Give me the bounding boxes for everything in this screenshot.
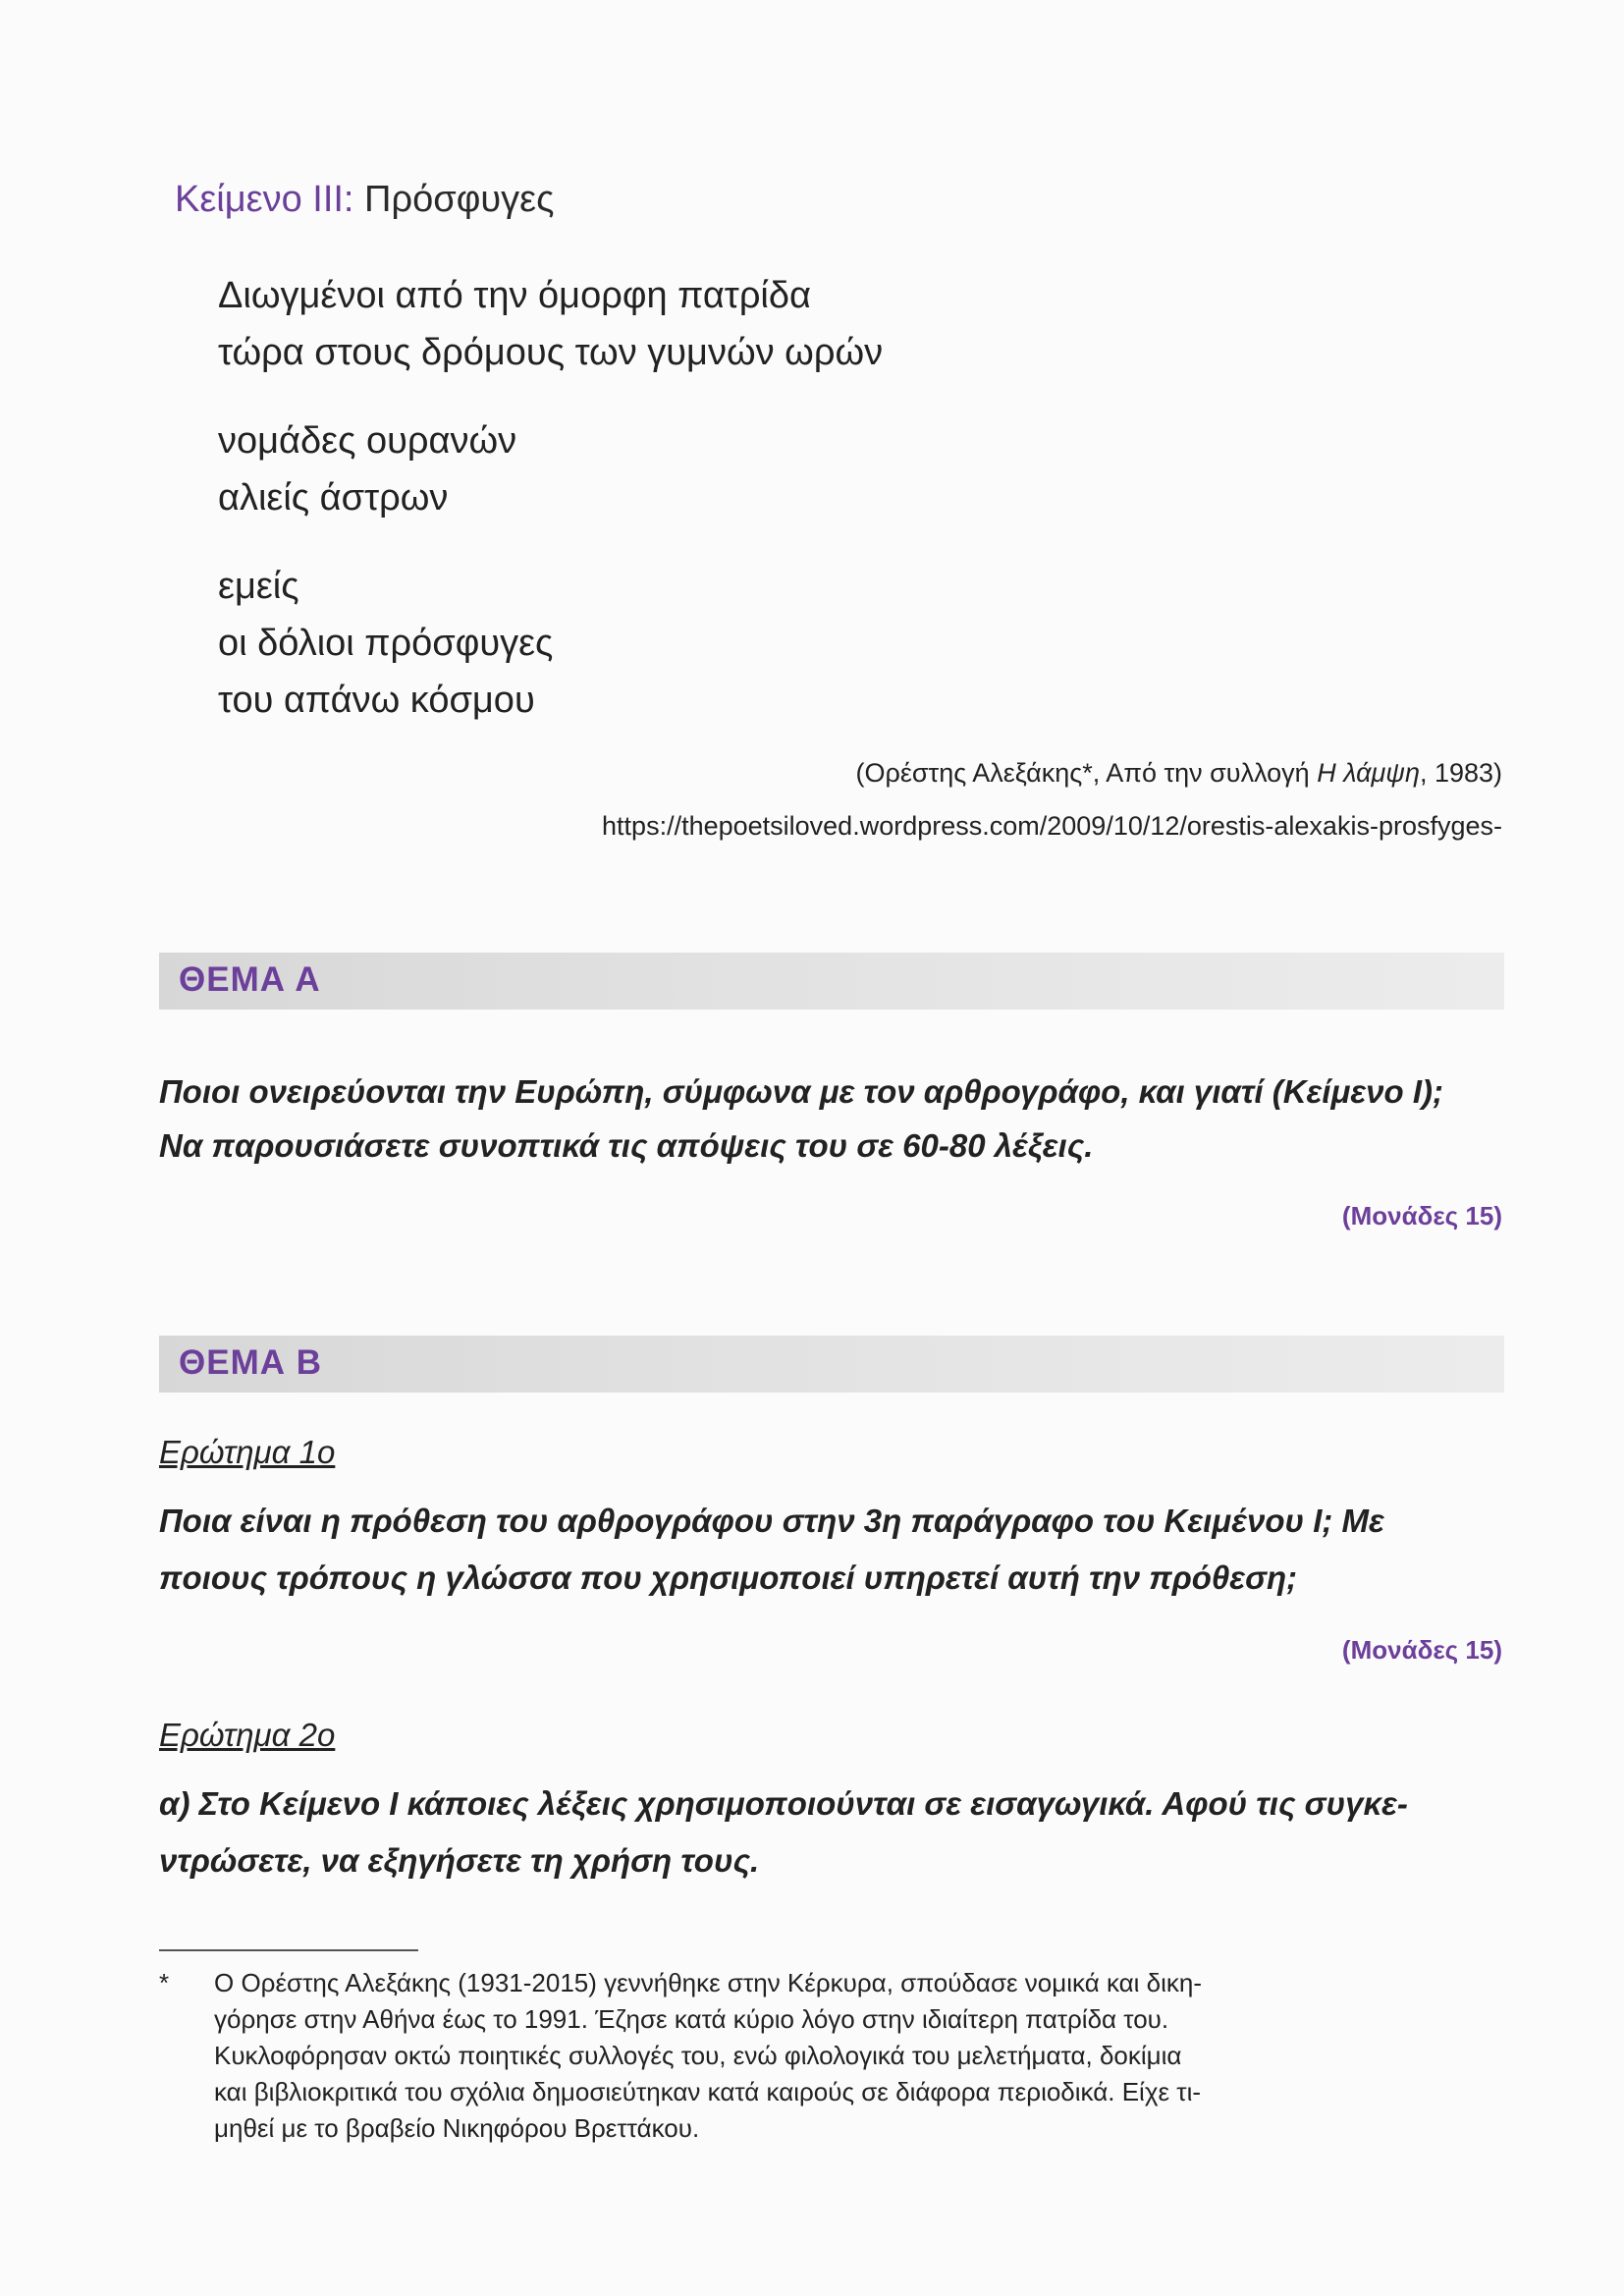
section-title-thema-b: ΘΕΜΑ Β [179, 1343, 322, 1382]
section-title-thema-a: ΘΕΜΑ Α [179, 960, 321, 999]
question-line: Να παρουσιάσετε συνοπτικά τις απόψεις του σε 60-80 λέξεις. [159, 1127, 1094, 1164]
question-line: Ποιοι ονειρεύονται την Ευρώπη, σύμφωνα με τον αρθρογράφο, και γιατί (Κείμενο Ι); [159, 1073, 1443, 1110]
section-bar-thema-a [159, 953, 1504, 1010]
poem-line: νομάδες ουρανών [218, 420, 517, 462]
poem-line: Διωγμένοι από την όμορφη πατρίδα [218, 275, 811, 316]
text-label: Κείμενο III: [175, 179, 354, 220]
question-2-heading: Ερώτημα 2ο [159, 1717, 336, 1753]
source-prefix: (Ορέστης Αλεξάκης*, Από την συλλογή [855, 758, 1318, 788]
source-suffix: , 1983) [1419, 758, 1502, 788]
footnote-line: και βιβλιοκριτικά του σχόλια δημοσιεύτηκαν κατά καιρούς σε διάφορα περιοδικά. Είχε τι- [214, 2077, 1201, 2106]
source-book: Η λάμψη [1317, 758, 1420, 788]
section-bar-thema-b [159, 1336, 1504, 1393]
text-title: Πρόσφυγες [353, 179, 555, 220]
poem-line: του απάνω κόσμου [218, 680, 535, 721]
units-label: (Μονάδες 15) [1341, 1635, 1502, 1665]
footnote-line: μηθεί με το βραβείο Νικηφόρου Βρεττάκου. [214, 2113, 700, 2143]
footnote-divider [159, 1949, 418, 1951]
footnote-line: Ο Ορέστης Αλεξάκης (1931-2015) γεννήθηκε στην Κέρκυρα, σπούδασε νομικά και δικη- [214, 1968, 1203, 1997]
footnote-line: γόρησε στην Αθήνα έως το 1991. Έζησε κατά κύριο λόγο στην ιδιαίτερη πατρίδα του. [214, 2004, 1169, 2034]
question-1-heading: Ερώτημα 1ο [159, 1434, 336, 1470]
footnote-line: Κυκλοφόρησαν οκτώ ποιητικές συλλογές του, ενώ φιλολογικά του μελετήματα, δοκίμια [214, 2041, 1182, 2070]
poem-line: εμείς [218, 566, 299, 607]
units-label: (Μονάδες 15) [1341, 1201, 1502, 1230]
poem-line: αλιείς άστρων [218, 477, 449, 519]
source-url: https://thepoetsiloved.wordpress.com/2009/10/12/orestis-alexakis-prosfyges- [602, 811, 1502, 841]
question-line: ντρώσετε, να εξηγήσετε τη χρήση τους. [159, 1842, 760, 1879]
question-line: ποιους τρόπους η γλώσσα που χρησιμοποιεί υπηρετεί αυτή την πρόθεση; [159, 1559, 1298, 1596]
text-heading [175, 179, 554, 221]
poem-line: οι δόλιοι πρόσφυγες [218, 623, 554, 664]
source-citation [855, 758, 1502, 789]
question-line: α) Στο Κείμενο Ι κάποιες λέξεις χρησιμοποιούνται σε εισαγωγικά. Αφού τις συγκε- [159, 1785, 1408, 1822]
poem-line: τώρα στους δρόμους των γυμνών ωρών [218, 332, 884, 373]
footnote-mark: * [159, 1968, 170, 1997]
question-line: Ποια είναι η πρόθεση του αρθρογράφου στην 3η παράγραφο του Κειμένου Ι; Με [159, 1503, 1384, 1539]
